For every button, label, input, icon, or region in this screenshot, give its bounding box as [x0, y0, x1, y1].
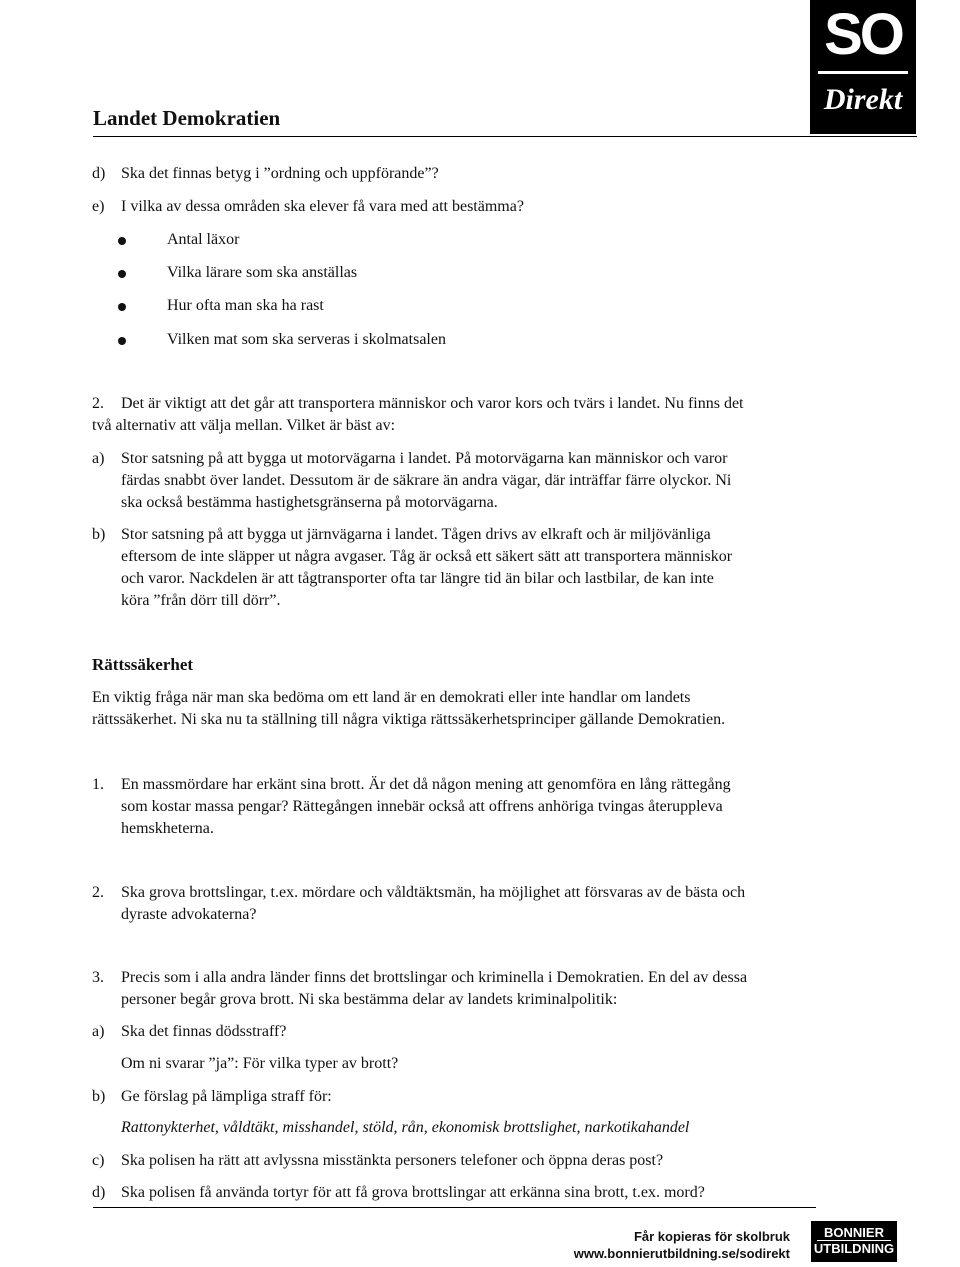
option-a-line: Stor satsning på att bygga ut motorvägarna i landet. På motorvägarna kan människor och varor [121, 450, 728, 467]
item-e-label: e) [92, 198, 105, 215]
bullet-dot [118, 270, 126, 278]
sub-a-followup: Om ni svarar ”ja”: För vilka typer av brott? [121, 1055, 399, 1072]
question-text-line: dyraste advokaterna? [121, 906, 257, 923]
question-text-line: En massmördare har erkänt sina brott. Är det då någon mening att genomföra en lång rättegång [121, 776, 731, 793]
sub-b-label: b) [92, 1088, 106, 1105]
item-e-text: I vilka av dessa områden ska elever få vara med att bestämma? [121, 198, 524, 215]
question-text-line: personer begår grova brott. Ni ska bestämma delar av landets kriminalpolitik: [121, 991, 618, 1008]
intro-line: En viktig fråga när man ska bedöma om ett land är en demokrati eller inte handlar om landets [92, 689, 691, 706]
logo-swoosh [818, 71, 908, 74]
question-number: 3. [92, 969, 104, 986]
option-b-line: Stor satsning på att bygga ut järnvägarna i landet. Tågen drivs av elkraft och är miljövänliga [121, 526, 711, 543]
sub-c-text: Ska polisen ha rätt att avlyssna misstänkta personers telefoner och öppna deras post? [121, 1152, 664, 1169]
sub-c-label: c) [92, 1152, 105, 1169]
footer-divider [93, 1207, 816, 1208]
sub-d-label: d) [92, 1184, 106, 1201]
option-a-line: färdas snabbt över landet. Dessutom är de säkrare än andra vägar, där inträffar färre olyckor. Ni [121, 472, 732, 489]
question-text-line: som kostar massa pengar? Rättegången innebär också att offrens anhöriga tvingas återuppleva [121, 798, 723, 815]
sub-a-label: a) [92, 1023, 105, 1040]
bullet-dot [118, 303, 126, 311]
option-a-line: ska också bestämma hastighetsgränserna på motorvägarna. [121, 494, 498, 511]
publisher-name-top: BONNIER [824, 1225, 884, 1240]
option-a-label: a) [92, 450, 105, 467]
item-d-label: d) [92, 165, 106, 182]
logo-direkt-text: Direkt [823, 83, 903, 116]
bullet-item: Antal läxor [167, 231, 240, 248]
sub-b-crime-list: Rattonykterhet, våldtäkt, misshandel, stöld, rån, ekonomisk brottslighet, narkotikahandel [121, 1119, 690, 1136]
question-text-line: hemskheterna. [121, 820, 214, 837]
sub-d-text: Ska polisen få använda tortyr för att få grova brottslingar att erkänna sina brott, t.ex. mord? [121, 1184, 705, 1201]
bullet-dot [118, 237, 126, 245]
sub-a-text: Ska det finnas dödsstraff? [121, 1023, 287, 1040]
question-text-line: två alternativ att välja mellan. Vilket är bäst av: [92, 417, 396, 434]
option-b-line: köra ”från dörr till dörr”. [121, 592, 281, 609]
question-text-line: Det är viktigt att det går att transportera människor och varor kors och tvärs i landet. Nu finns det [121, 395, 744, 412]
question-number: 2. [92, 395, 104, 412]
page-title: Landet Demokratien [93, 106, 281, 130]
option-b-line: och varor. Nackdelen är att tågtransporter ofta tar längre tid än bilar och lastbilar, de kan inte [121, 570, 714, 587]
header-divider [93, 136, 917, 137]
option-b-line: eftersom de inte släpper ut några avgaser. Tåg är också ett säkert sätt att transportera människor [121, 548, 733, 565]
bullet-item: Vilken mat som ska serveras i skolmatsalen [167, 331, 446, 348]
question-text-line: Ska grova brottslingar, t.ex. mördare och våldtäktsmän, ha möjlighet att försvaras av de bästa och [121, 884, 746, 901]
question-number: 2. [92, 884, 104, 901]
sub-b-text: Ge förslag på lämpliga straff för: [121, 1088, 332, 1105]
bullet-item: Vilka lärare som ska anställas [167, 264, 358, 281]
option-b-label: b) [92, 526, 106, 543]
publisher-name-bottom: UTBILDNING [813, 1241, 895, 1256]
question-text-line: Precis som i alla andra länder finns det brottslingar och kriminella i Demokratien. En del av dessa [121, 969, 748, 986]
so-direkt-logo [810, 0, 916, 134]
section-heading-rattssakerhet: Rättssäkerhet [92, 655, 194, 674]
bonnier-utbildning-logo [811, 1221, 897, 1262]
footer-copy-notice: Får kopieras för skolbruk [633, 1229, 790, 1244]
logo-so-text: SO [824, 2, 902, 67]
intro-line: rättssäkerhet. Ni ska nu ta ställning till några viktiga rättssäkerhetsprinciper gällande Demokratien. [92, 711, 726, 728]
bullet-dot [118, 337, 126, 345]
question-number: 1. [92, 776, 104, 793]
item-d-text: Ska det finnas betyg i ”ordning och uppförande”? [121, 165, 439, 182]
bullet-item: Hur ofta man ska ha rast [167, 297, 324, 314]
footer-url: www.bonnierutbildning.se/sodirekt [573, 1246, 790, 1261]
